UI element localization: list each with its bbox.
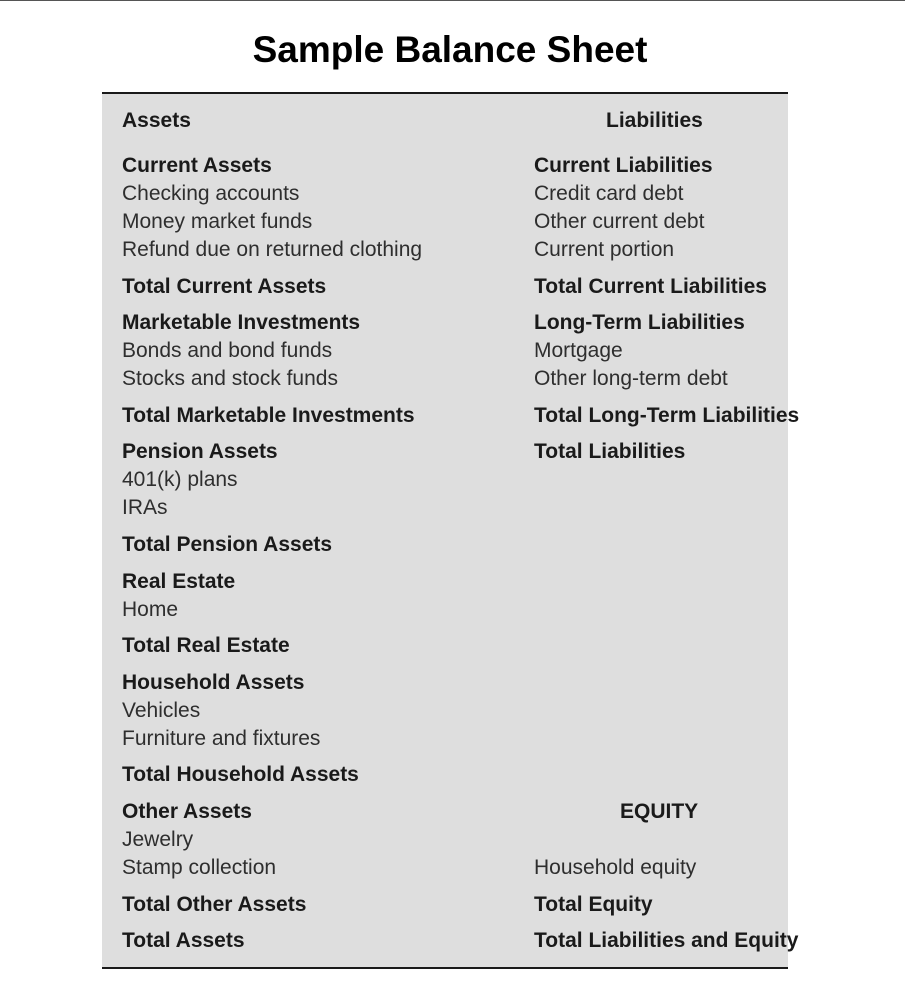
long-term-liabilities-heading: Long-Term Liabilities bbox=[534, 311, 745, 334]
current-assets-heading: Current Assets bbox=[122, 154, 272, 177]
liabilities-header: Liabilities bbox=[606, 109, 703, 132]
total-other-assets: Total Other Assets bbox=[122, 893, 307, 916]
liability-item: Current portion bbox=[534, 238, 675, 261]
asset-item: 401(k) plans bbox=[122, 468, 238, 491]
liability-item: Mortgage bbox=[534, 339, 623, 362]
household-assets-heading: Household Assets bbox=[122, 671, 305, 694]
total-pension-assets: Total Pension Assets bbox=[122, 533, 333, 556]
asset-item: Checking accounts bbox=[122, 182, 300, 205]
asset-item: Stamp collection bbox=[122, 856, 277, 879]
liability-item: Credit card debt bbox=[534, 182, 684, 205]
equity-header: EQUITY bbox=[620, 800, 699, 823]
current-liabilities-heading: Current Liabilities bbox=[534, 154, 713, 177]
asset-item: Vehicles bbox=[122, 699, 201, 722]
total-real-estate: Total Real Estate bbox=[122, 634, 290, 657]
asset-item: Money market funds bbox=[122, 210, 313, 233]
total-household-assets: Total Household Assets bbox=[122, 763, 359, 786]
asset-item: Refund due on returned clothing bbox=[122, 238, 423, 261]
liability-item: Other long-term debt bbox=[534, 367, 728, 390]
equity-item: Household equity bbox=[534, 856, 697, 879]
asset-item: Bonds and bond funds bbox=[122, 339, 333, 362]
total-liabilities: Total Liabilities bbox=[534, 440, 686, 463]
real-estate-heading: Real Estate bbox=[122, 570, 236, 593]
balance-sheet-table bbox=[102, 92, 800, 969]
total-equity: Total Equity bbox=[534, 893, 653, 916]
total-marketable-investments: Total Marketable Investments bbox=[122, 404, 415, 427]
total-liabilities-and-equity: Total Liabilities and Equity bbox=[534, 929, 799, 952]
asset-item: Home bbox=[122, 598, 179, 621]
liability-item: Other current debt bbox=[534, 210, 705, 233]
asset-item: Stocks and stock funds bbox=[122, 367, 338, 390]
total-current-assets: Total Current Assets bbox=[122, 275, 327, 298]
total-assets: Total Assets bbox=[122, 929, 245, 952]
other-assets-heading: Other Assets bbox=[122, 800, 252, 823]
total-current-liabilities: Total Current Liabilities bbox=[534, 275, 767, 298]
total-long-term-liabilities: Total Long-Term Liabilities bbox=[534, 404, 800, 427]
asset-item: IRAs bbox=[122, 496, 168, 519]
asset-item: Furniture and fixtures bbox=[122, 727, 321, 750]
asset-item: Jewelry bbox=[122, 828, 194, 851]
top-divider bbox=[0, 0, 905, 1]
pension-assets-heading: Pension Assets bbox=[122, 440, 278, 463]
marketable-investments-heading: Marketable Investments bbox=[122, 311, 361, 334]
page-title: Sample Balance Sheet bbox=[252, 29, 648, 70]
assets-header: Assets bbox=[122, 109, 191, 132]
